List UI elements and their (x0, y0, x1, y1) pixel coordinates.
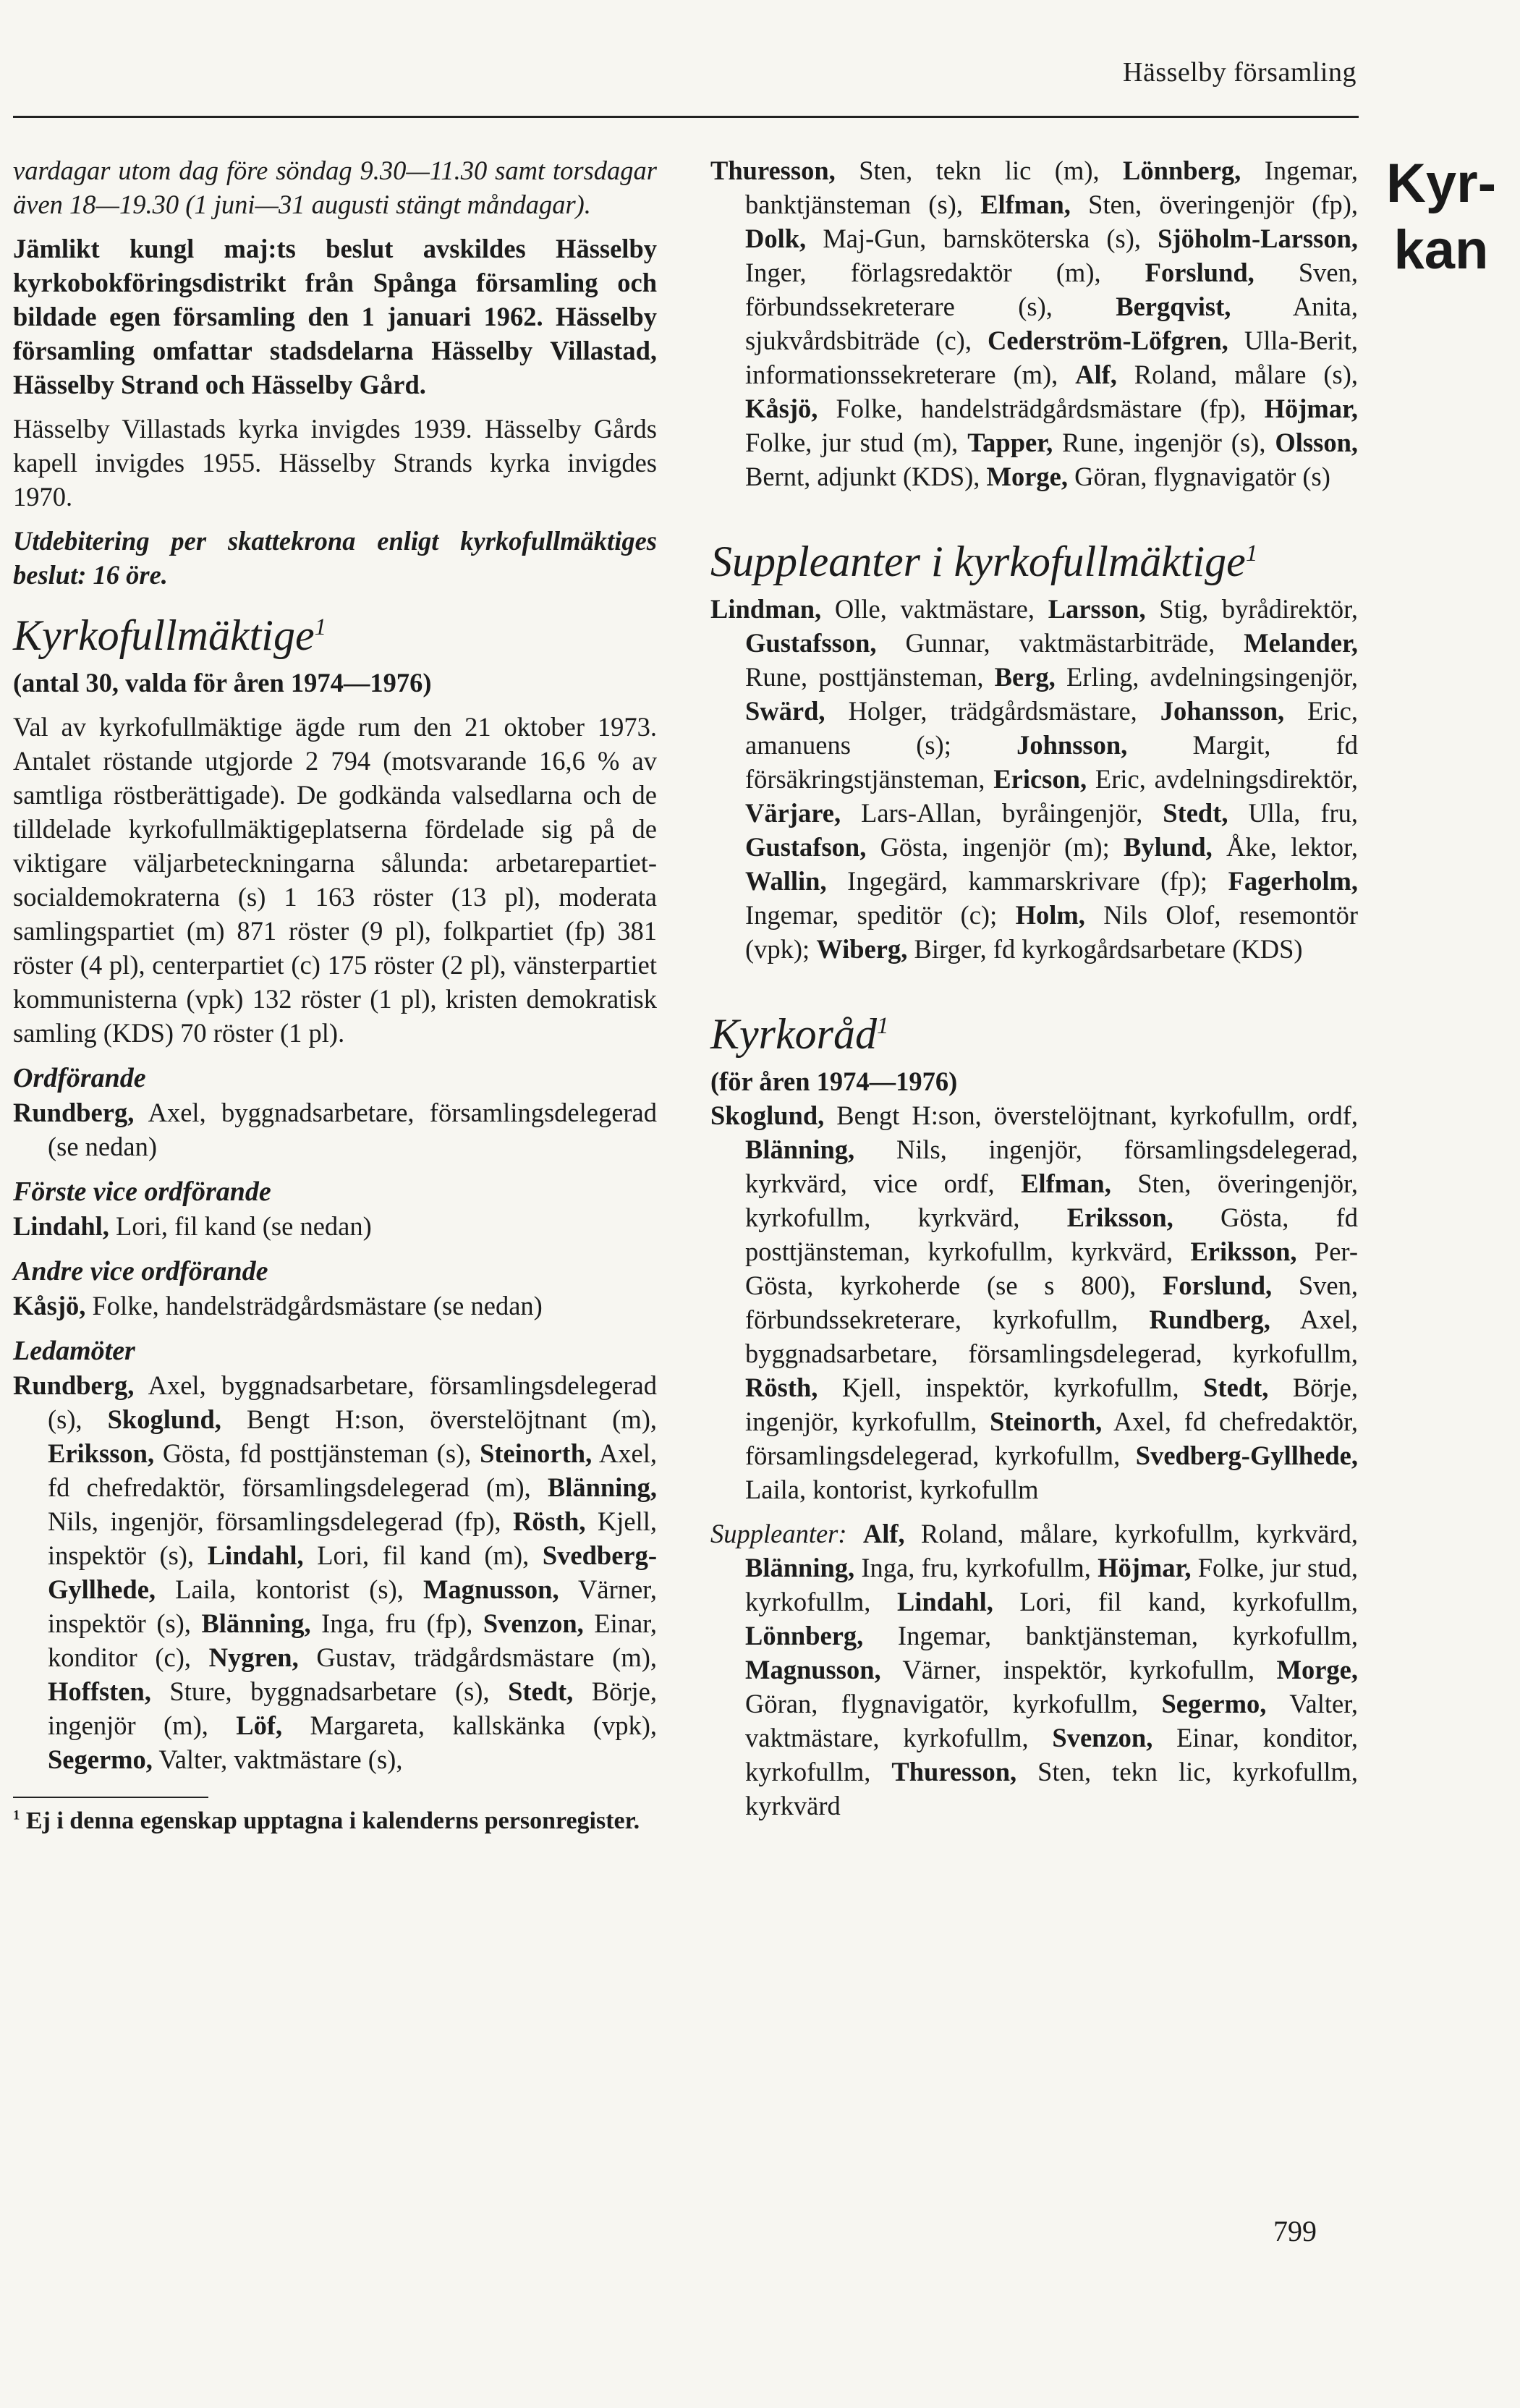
person-name: Olsson, (1275, 428, 1358, 457)
second-vice-chair-label: Andre vice ordförande (13, 1256, 268, 1286)
person-name: Svedberg-Gyllhede, (48, 1540, 657, 1604)
person-name: Stedt, (508, 1676, 574, 1706)
person-name: Sjöholm-Larsson, (1158, 224, 1358, 253)
person-details: Ulla-Berit, informationssekreterare (m), (745, 326, 1358, 389)
suppleants-heading (710, 535, 1358, 588)
suppleants-title: Suppleanter i kyrkofullmäktige (710, 538, 1246, 585)
person-details: Maj-Gun, barnsköterska (s), (806, 224, 1158, 253)
person-details: Eric, avdelningsdirektör, (1087, 764, 1358, 794)
person-name: Steinorth, (990, 1407, 1103, 1436)
person-name: Svenzon, (1052, 1723, 1153, 1752)
person-name: Wallin, (745, 866, 827, 896)
person-details: Bernt, adjunkt (KDS), (745, 462, 987, 491)
person-name: Thuresson, (710, 156, 836, 185)
person-details: Ingegärd, kammarskrivare (fp); (826, 866, 1228, 896)
person-name: Forslund, (1163, 1271, 1273, 1300)
person-details: Folke, jur stud, kyrkofullm, (745, 1553, 1358, 1616)
person-name: Swärd, (745, 696, 825, 726)
person-details: Bengt H:son, överstelöjtnant, kyrkofullm, ordf, (824, 1101, 1358, 1130)
person-name: Lönnberg, (745, 1621, 864, 1650)
person-name: Wiberg, (816, 934, 908, 964)
thumb-tab (1376, 150, 1506, 284)
person-name: Blänning, (201, 1608, 311, 1638)
person-details: Lars-Allan, byråingenjör, (841, 798, 1163, 828)
second-vice-chair-details: Folke, handelsträdgårdsmästare (se nedan) (92, 1291, 543, 1320)
second-vice-chair-entry (13, 1289, 657, 1323)
person-name: Gustafson, (745, 832, 867, 862)
person-name: Steinorth, (480, 1438, 593, 1468)
person-details: Sven, förbundssekreterare (s), (745, 258, 1358, 321)
tax-rate-value: 16 öre. (93, 560, 168, 590)
chair-entry (13, 1095, 657, 1163)
footnote-mark: 1 (13, 1807, 20, 1823)
person-details: Erling, avdelningsingenjör, (1055, 662, 1358, 692)
person-details: Kjell, inspektör, kyrkofullm, (818, 1373, 1204, 1402)
person-name: Gustafsson, (745, 628, 877, 658)
person-name: Blänning, (547, 1472, 657, 1502)
person-name: Tapper, (967, 428, 1053, 457)
person-name: Lindahl, (207, 1540, 304, 1570)
person-name: Lindahl, (896, 1587, 993, 1616)
person-details: Nils, ingenjör, församlingsdelegerad (fp), (48, 1506, 514, 1536)
person-details: Bengt H:son, överstelöjtnant (m), (221, 1404, 657, 1434)
person-details: Laila, kontorist, kyrkofullm (745, 1475, 1039, 1504)
person-name: Morge, (986, 462, 1069, 491)
person-name: Melander, (1244, 628, 1358, 658)
board-period: (för åren 1974—1976) (710, 1067, 958, 1096)
person-details: Olle, vaktmästare, (821, 594, 1048, 624)
person-details: Einar, konditor (c), (48, 1608, 657, 1672)
person-details: Göran, flygnavigatör (s) (1068, 462, 1330, 491)
person-name: Bylund, (1124, 832, 1213, 862)
person-name: Svedberg-Gyllhede, (1135, 1441, 1358, 1470)
chair-name: Rundberg, (13, 1098, 135, 1127)
person-details: Laila, kontorist (s), (156, 1574, 423, 1604)
person-name: Kåsjö, (745, 394, 818, 423)
person-name: Cederström-Löfgren, (988, 326, 1228, 355)
person-name: Thuresson, (891, 1757, 1017, 1786)
person-name: Lönnberg, (1123, 156, 1241, 185)
election-results: Val av kyrkofullmäktige ägde rum den 21 oktober 1973. Antalet röstande utgjorde 2 794 (motsvarande 16,6 % av samtliga röstberättigade). De godkända valsedlarna och de tilldelade kyrkofullmäktigeplatserna fördelade sig på de viktigare väljarbeteckningarna sålunda: arbetarepartiet-socialdemokraterna (s) 1 163 röster (13 pl), moderata samlingspartiet (m) 871 röster (9 pl), folkpartiet (fp) 381 röster (4 pl), centerpartiet (c) 175 röster (2 pl), vänsterpartiet kommunisterna (vpk) 132 röster (1 pl), kristen demokratisk samling (KDS) 70 röster (1 pl). (13, 712, 657, 1048)
first-vice-chair-details: Lori, fil kand (se nedan) (116, 1211, 372, 1241)
person-details: Roland, målare (s), (1116, 360, 1358, 389)
person-details: Per-Gösta, kyrkoherde (se s 800), (745, 1237, 1358, 1300)
person-details: Einar, konditor, kyrkofullm, (745, 1723, 1358, 1786)
person-name: Segermo, (48, 1744, 153, 1774)
person-name: Höjmar, (1097, 1553, 1192, 1582)
person-details: Inga, fru, kyrkofullm, (854, 1553, 1098, 1582)
person-name: Nygren, (208, 1642, 299, 1672)
thumb-tab-line2: kan (1393, 219, 1489, 281)
person-name: Berg, (994, 662, 1056, 692)
office-hours: vardagar utom dag före söndag 9.30—11.30 samt torsdagar även 18—19.30 (1 juni—31 augusti stängt måndagar). (13, 156, 657, 219)
person-details: Sven, förbundssekreterare, kyrkofullm, (745, 1271, 1358, 1334)
person-details: Gunnar, vaktmästarbiträde, (876, 628, 1244, 658)
chair-details: Axel, byggnadsarbetare, församlingsdelegerad (se nedan) (48, 1098, 657, 1161)
person-name: Hoffsten, (48, 1676, 151, 1706)
board-suppleants (710, 1517, 1358, 1823)
person-name: Svenzon, (483, 1608, 584, 1638)
council-heading (13, 609, 657, 661)
suppleants-footnote-mark: 1 (1245, 540, 1258, 567)
person-details: Kjell, inspektör (s), (48, 1506, 657, 1570)
person-details: Åke, lektor, (1212, 832, 1358, 862)
person-details: Nils Olof, resemontör (vpk); (745, 900, 1358, 964)
person-name: Alf, (862, 1519, 905, 1548)
person-details: Göran, flygnavigatör, kyrkofullm, (745, 1689, 1162, 1718)
tax-rate (13, 524, 657, 592)
person-details: Folke, jur stud (m), (745, 428, 968, 457)
board-suppleants-list (745, 1519, 1358, 1820)
person-name: Segermo, (1161, 1689, 1267, 1718)
person-details: Axel, fd chefredaktör, församlingsdelegerad (m), (48, 1438, 658, 1502)
person-name: Värjare, (745, 798, 841, 828)
person-name: Eriksson, (1066, 1203, 1173, 1232)
person-details: Folke, handelsträdgårdsmästare (fp), (818, 394, 1265, 423)
first-vice-chair-label: Förste vice ordförande (13, 1177, 271, 1207)
person-details: Ingemar, banktjänsteman (s), (745, 156, 1358, 219)
left-column (13, 153, 657, 1836)
person-name: Elfman, (980, 190, 1071, 219)
footnote-text: Ej i denna egenskap upptagna i kalenderns personregister. (25, 1807, 640, 1834)
person-name: Elfman, (1021, 1169, 1111, 1198)
person-name: Lindman, (710, 594, 822, 624)
person-details: Börje, ingenjör (m), (48, 1676, 658, 1740)
running-head: Hässelby församling (1123, 57, 1356, 88)
person-details: Margit, fd försäkringstjänsteman, (745, 730, 1358, 794)
person-details: Valter, vaktmästare, kyrkofullm, (745, 1689, 1359, 1752)
members-list-part1 (13, 1368, 657, 1776)
person-name: Magnusson, (745, 1655, 881, 1684)
person-details: Roland, målare, kyrkofullm, kyrkvärd, (904, 1519, 1359, 1548)
person-name: Magnusson, (423, 1574, 559, 1604)
board-footnote-mark: 1 (876, 1013, 889, 1039)
church-dedications: Hässelby Villastads kyrka invigdes 1939. Hässelby Gårds kapell invigdes 1955. Hässelby Strands kyrka invigdes 1970. (13, 414, 657, 512)
person-details: Gösta, fd posttjänsteman (s), (154, 1438, 480, 1468)
person-details: Gösta, ingenjör (m); (866, 832, 1124, 862)
person-name: Larsson, (1048, 594, 1146, 624)
person-details: Värner, inspektör (s), (48, 1574, 657, 1638)
second-vice-chair-name: Kåsjö, (13, 1291, 86, 1320)
person-name: Johansson, (1160, 696, 1285, 726)
person-name: Stedt, (1203, 1373, 1269, 1402)
person-name: Rösth, (513, 1506, 586, 1536)
person-details: Sten, överingenjör (fp), (1070, 190, 1358, 219)
parish-history: Jämlikt kungl maj:ts beslut avskildes Hässelby kyrkobokföringsdistrikt från Spånga församling och bildade egen församling den 1 januari 1962. Hässelby församling omfattar stadsdelarna Hässelby Villastad, Hässelby Strand och Hässelby Gård. (13, 234, 657, 399)
council-period: (antal 30, valda för åren 1974—1976) (13, 668, 432, 698)
first-vice-chair-entry (13, 1209, 657, 1243)
person-details: Sten, tekn lic, kyrkofullm, kyrkvärd (745, 1757, 1359, 1820)
person-details: Börje, ingenjör, kyrkofullm, (745, 1373, 1358, 1436)
person-name: Rundberg, (13, 1370, 135, 1400)
board-heading (710, 1008, 1358, 1060)
person-name: Blänning, (745, 1135, 855, 1164)
person-name: Bergqvist, (1116, 292, 1231, 321)
person-name: Rundberg, (1149, 1305, 1270, 1334)
person-details: Sten, tekn lic (m), (835, 156, 1124, 185)
person-name: Skoglund, (107, 1404, 221, 1434)
person-details: Ulla, fru, (1228, 798, 1359, 828)
person-details: Axel, byggnadsarbetare, församlingsdelegerad, kyrkofullm, (745, 1305, 1358, 1368)
person-name: Rösth, (745, 1373, 818, 1402)
person-name: Alf, (1075, 360, 1117, 389)
suppleants-list (710, 592, 1358, 966)
person-name: Blänning, (745, 1553, 855, 1582)
person-details: Lori, fil kand, kyrkofullm, (993, 1587, 1358, 1616)
thumb-tab-line1: Kyr- (1385, 153, 1497, 214)
person-name: Löf, (236, 1710, 283, 1740)
person-details: Värner, inspektör, kyrkofullm, (880, 1655, 1277, 1684)
person-name: Skoglund, (710, 1101, 825, 1130)
board-suppleants-label: Suppleanter: (710, 1519, 847, 1548)
members-list-part2 (710, 153, 1358, 493)
board-title: Kyrkoråd (710, 1010, 877, 1058)
person-details: Holger, trädgårdsmästare, (825, 696, 1160, 726)
right-column (710, 153, 1358, 1823)
person-details: Anita, sjukvårdsbiträde (c), (745, 292, 1359, 355)
header-rule (13, 116, 1359, 118)
person-name: Johnsson, (1016, 730, 1128, 760)
person-name: Stedt, (1163, 798, 1228, 828)
person-name: Fagerholm, (1228, 866, 1358, 896)
person-details: Ingemar, banktjänsteman, kyrkofullm, (863, 1621, 1358, 1650)
person-details: Inger, förlagsredaktör (m), (745, 258, 1145, 287)
person-details: Gustav, trädgårdsmästare (m), (298, 1642, 657, 1672)
person-name: Ericson, (993, 764, 1087, 794)
person-details: Stig, byrådirektör, (1145, 594, 1358, 624)
person-details: Rune, posttjänsteman, (745, 662, 995, 692)
council-footnote-mark: 1 (314, 614, 327, 640)
page-number: 799 (1273, 2215, 1317, 2247)
first-vice-chair-name: Lindahl, (13, 1211, 109, 1241)
person-name: Morge, (1276, 1655, 1358, 1684)
person-name: Holm, (1015, 900, 1085, 930)
members-label: Ledamöter (13, 1336, 135, 1366)
chair-label: Ordförande (13, 1063, 146, 1093)
tax-rate-label: Utdebitering per skattekrona enligt kyrkofullmäktiges beslut: (13, 526, 657, 590)
footnote-rule (13, 1797, 208, 1798)
person-details: Nils, ingenjör, församlingsdelegerad, kyrkvärd, vice ordf, (745, 1135, 1358, 1198)
person-details: Eric, amanuens (s); (745, 696, 1358, 760)
person-details: Birger, fd kyrkogårdsarbetare (KDS) (907, 934, 1303, 964)
person-details: Lori, fil kand (m), (303, 1540, 543, 1570)
person-name: Eriksson, (48, 1438, 155, 1468)
person-details: Rune, ingenjör (s), (1053, 428, 1275, 457)
person-details: Margareta, kallskänka (vpk), (282, 1710, 657, 1740)
person-details: Ingemar, speditör (c); (745, 900, 1016, 930)
person-details: Sture, byggnadsarbetare (s), (150, 1676, 509, 1706)
person-name: Höjmar, (1264, 394, 1358, 423)
board-list (710, 1098, 1358, 1506)
person-name: Eriksson, (1190, 1237, 1297, 1266)
person-name: Forslund, (1145, 258, 1254, 287)
person-details: Valter, vaktmästare (s), (152, 1744, 403, 1774)
person-details: Gösta, fd posttjänsteman, kyrkofullm, kyrkvärd, (745, 1203, 1358, 1266)
person-details: Axel, fd chefredaktör, församlingsdelegerad, kyrkofullm, (745, 1407, 1358, 1470)
person-details: Axel, byggnadsarbetare, församlingsdelegerad (s), (48, 1370, 657, 1434)
council-title: Kyrkofullmäktige (13, 611, 315, 659)
person-details: Sten, överingenjör, kyrkofullm, kyrkvärd, (745, 1169, 1358, 1232)
person-name: Dolk, (745, 224, 807, 253)
person-details: Inga, fru (fp), (310, 1608, 483, 1638)
footnote (13, 1805, 657, 1836)
